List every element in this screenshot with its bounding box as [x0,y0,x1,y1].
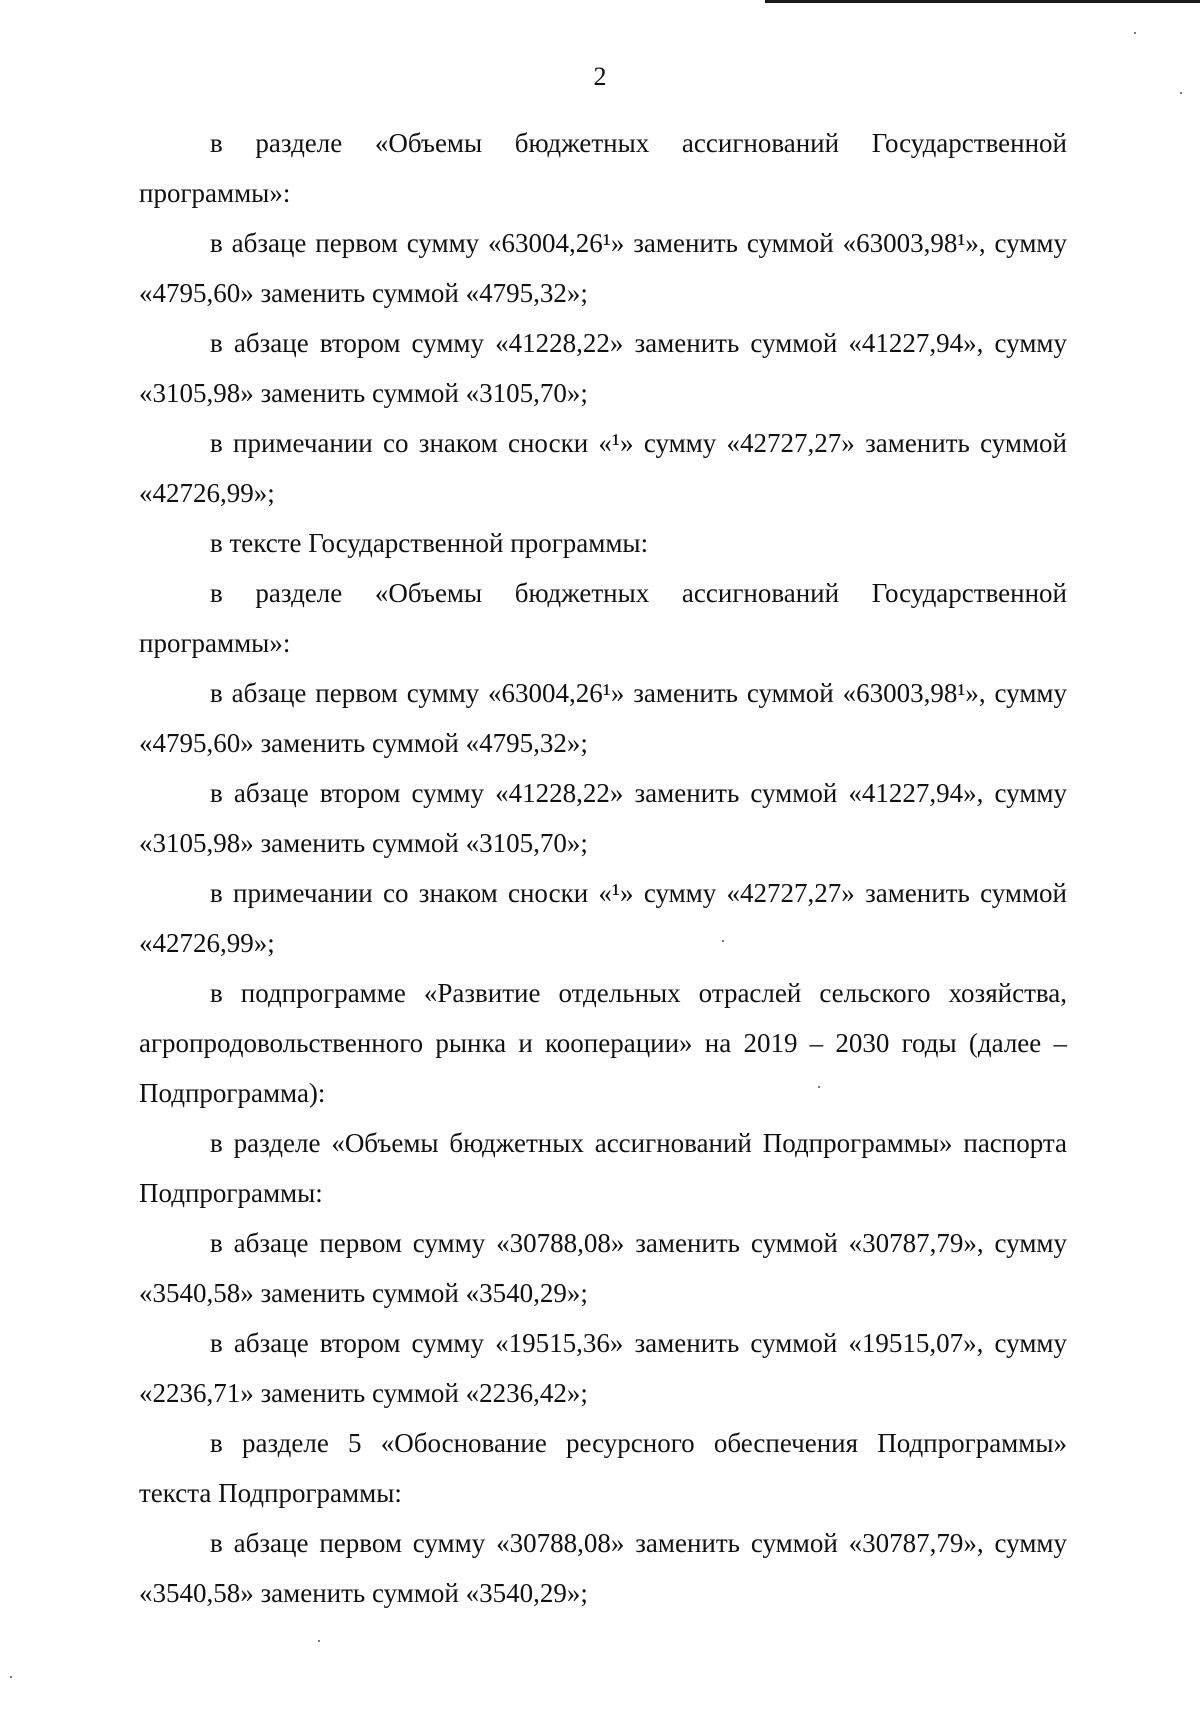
scan-speck [818,1086,820,1088]
paragraph: в абзаце первом сумму «63004,26¹» заменить суммой «63003,98¹», сумму «4795,60» заменить суммой «4795,32»; [139,228,1067,308]
paragraph: в разделе «Объемы бюджетных ассигнований Подпрограммы» паспорта Подпрограммы: [139,1128,1067,1208]
scan-speck [1180,92,1182,94]
paragraph: в абзаце первом сумму «30788,08» заменить суммой «30787,79», сумму «3540,58» заменить суммой «3540,29»; [139,1228,1067,1308]
paragraph: в разделе 5 «Обоснование ресурсного обеспечения Подпрограммы» текста Подпрограммы: [139,1428,1067,1508]
scan-speck [722,940,724,942]
paragraph: в абзаце втором сумму «19515,36» заменить суммой «19515,07», сумму «2236,71» заменить суммой «2236,42»; [139,1328,1067,1408]
scan-speck [318,1640,320,1642]
document-body [139,118,1067,1618]
paragraph: в подпрограмме «Развитие отдельных отраслей сельского хозяйства, агропродовольственного рынка и кооперации» на 2019 – 2030 годы (далее – Подпрограмма): [139,978,1067,1108]
paragraph: в примечании со знаком сноски «¹» сумму «42727,27» заменить суммой «42726,99»; [139,878,1067,958]
paragraph: в абзаце первом сумму «63004,26¹» заменить суммой «63003,98¹», сумму «4795,60» заменить суммой «4795,32»; [139,678,1067,758]
scan-speck [1134,32,1136,34]
page-number: 2 [593,62,607,91]
paragraph: в разделе «Объемы бюджетных ассигнований Государственной программы»: [139,578,1067,658]
paragraph: в разделе «Объемы бюджетных ассигнований Государственной программы»: [139,128,1067,208]
top-edge-rule [765,0,1200,3]
paragraph: в абзаце втором сумму «41228,22» заменить суммой «41227,94», сумму «3105,98» заменить суммой «3105,70»; [139,778,1067,858]
scan-speck [10,1676,12,1678]
paragraph: в абзаце втором сумму «41228,22» заменить суммой «41227,94», сумму «3105,98» заменить суммой «3105,70»; [139,328,1067,408]
paragraph: в абзаце первом сумму «30788,08» заменить суммой «30787,79», сумму «3540,58» заменить суммой «3540,29»; [139,1528,1067,1608]
paragraph: в тексте Государственной программы: [210,528,649,558]
paragraph: в примечании со знаком сноски «¹» сумму «42727,27» заменить суммой «42726,99»; [139,428,1067,508]
